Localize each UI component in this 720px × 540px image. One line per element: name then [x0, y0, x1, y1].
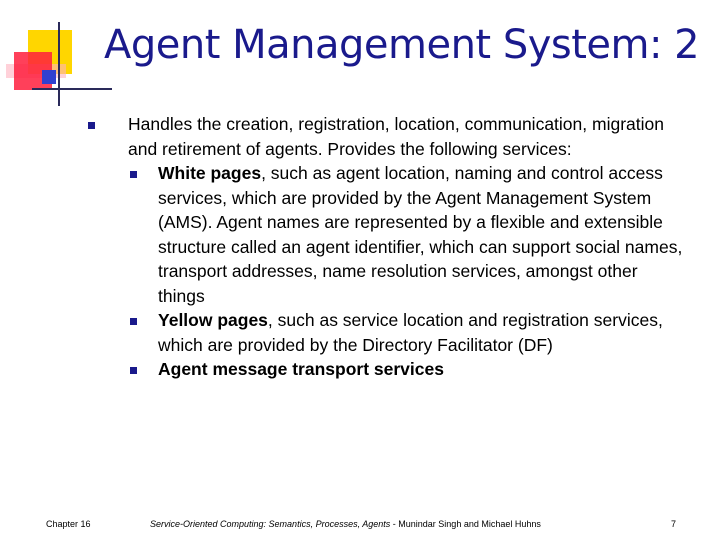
logo-horizontal-line: [32, 88, 112, 90]
sub-bullet-white-pages: [88, 161, 688, 308]
sub-bullet-bold: Yellow pages: [158, 310, 268, 330]
square-bullet-icon: [88, 122, 95, 129]
sub-bullet-bold: Agent message transport services: [158, 359, 444, 379]
sub-bullet-bold: White pages: [158, 163, 262, 183]
footer-citation-title: Service-Oriented Computing: Semantics, Processes, Agents: [150, 519, 391, 529]
square-bullet-icon: [130, 367, 137, 374]
bullet-main: [88, 112, 688, 161]
sub-bullet-message-transport: [88, 357, 688, 382]
sub-bullet-yellow-pages: [88, 308, 688, 357]
footer-citation: [150, 519, 541, 529]
slide-title: Agent Management System: 2: [104, 22, 700, 68]
footer-citation-authors: - Munindar Singh and Michael Huhns: [390, 519, 541, 529]
logo-blue-square: [42, 70, 56, 84]
logo-vertical-line: [58, 22, 60, 106]
page-number: 7: [670, 519, 676, 529]
slide-body: [88, 112, 688, 382]
bullet-main-text: Handles the creation, registration, location, communication, migration and retirement of agents. Provides the following services:: [128, 114, 664, 159]
sub-bullet-text: , such as service location and registration services, which are provided by the Directory Facilitator (DF): [158, 310, 663, 355]
square-bullet-icon: [130, 318, 137, 325]
sub-bullet-text: , such as agent location, naming and control access services, which are provided by the Agent Management System (AMS). Agent names are represented by a flexible and extensible structure called an agent identifier, which can support social names, transport addresses, name resolution services, amongst other things: [158, 163, 683, 306]
square-bullet-icon: [130, 171, 137, 178]
footer-chapter: Chapter 16: [46, 519, 91, 529]
